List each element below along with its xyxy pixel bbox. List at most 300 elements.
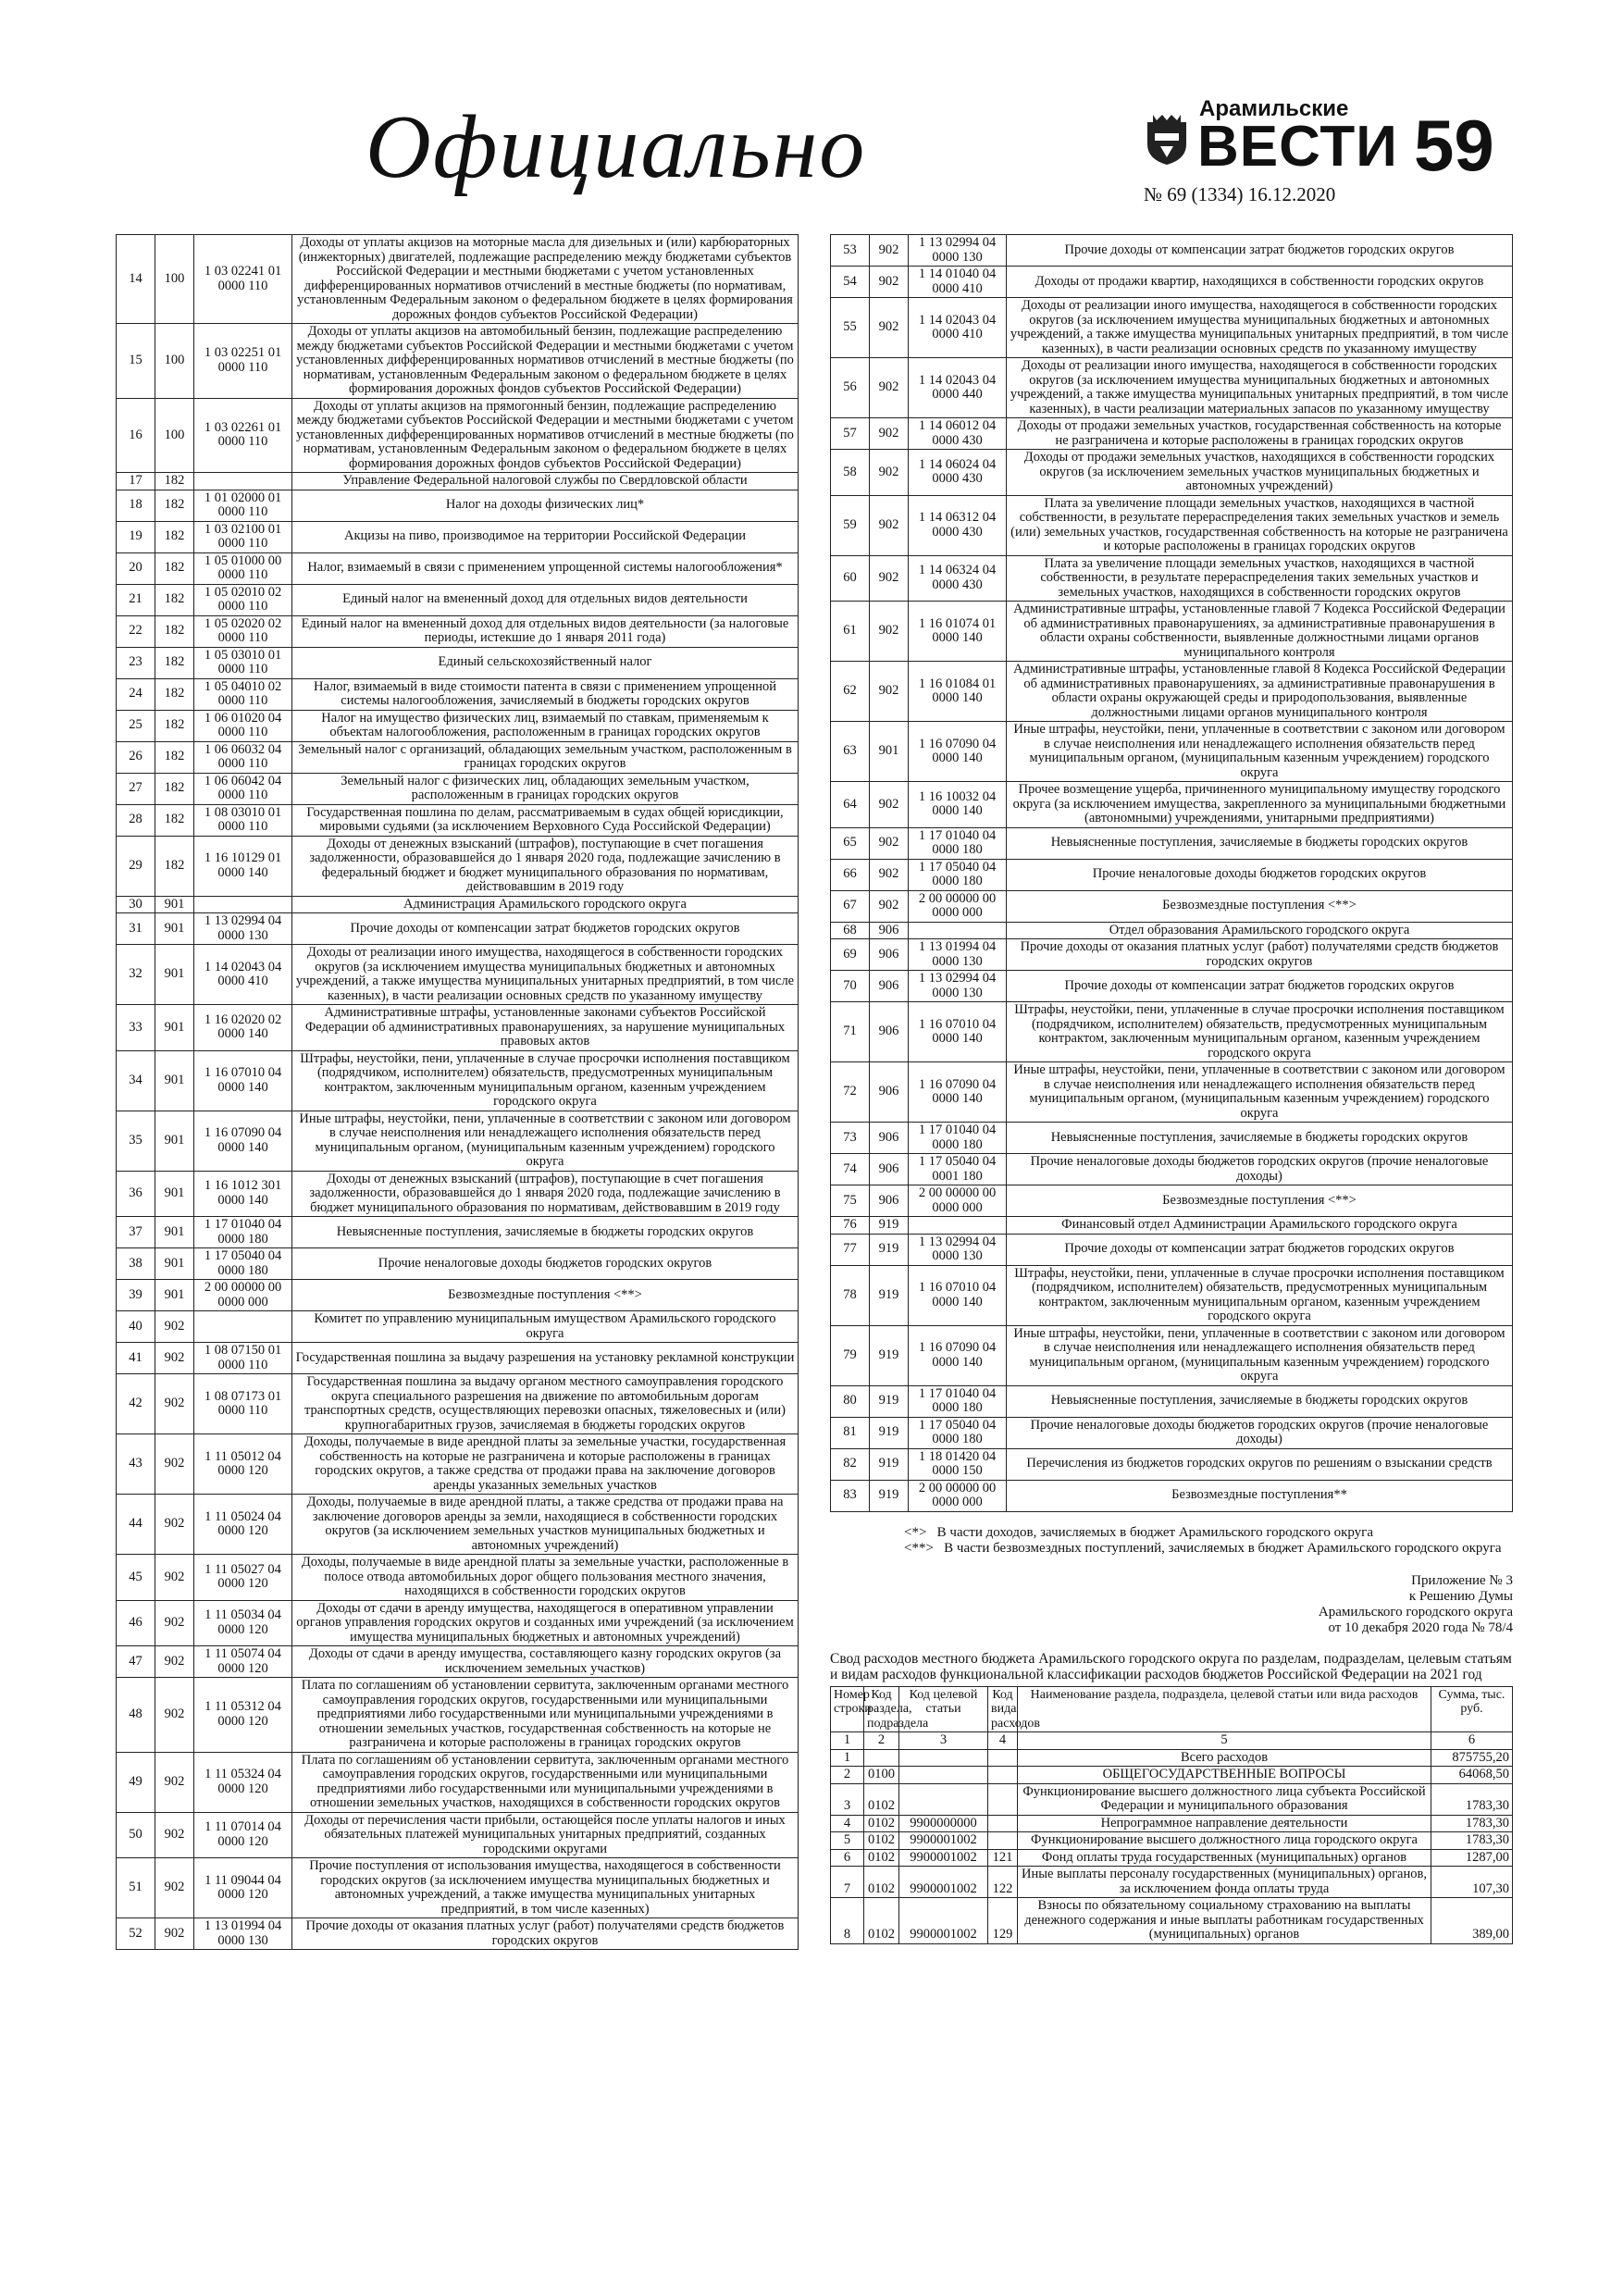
row-number: 22 [117,615,155,647]
revenue-description: Единый сельскохозяйственный налог [292,647,799,678]
row-number: 61 [831,602,870,662]
newspaper-logo [1144,93,1398,179]
row-number: 82 [831,1448,870,1480]
admin-code: 902 [155,1311,194,1343]
revenue-code: 1 17 05040 04 0001 180 [909,1154,1007,1185]
row-number: 62 [831,662,870,722]
row-number: 80 [831,1385,870,1417]
admin-code: 902 [155,1434,194,1495]
row-number: 31 [117,913,155,945]
budget-cell-sum: 64068,50 [1431,1767,1513,1784]
budget-cell-name: Иные выплаты персоналу государственных (муниципальных) органов, за исключением фонда оплаты труда [1018,1867,1431,1898]
admin-code: 902 [155,1555,194,1601]
row-number: 47 [117,1646,155,1678]
row-number: 55 [831,298,870,358]
revenue-code: 1 16 07010 04 0000 140 [194,1050,292,1111]
row-number: 43 [117,1434,155,1495]
table-row [117,490,799,521]
revenue-description: Комитет по управлению муниципальным имуществом Арамильского городского округа [292,1311,799,1343]
table-row [117,1812,799,1858]
admin-code: 902 [155,1600,194,1646]
admin-code: 902 [155,1812,194,1858]
budget-cell-sec: 0102 [864,1783,899,1815]
row-number: 59 [831,495,870,555]
revenue-code: 2 00 00000 00 0000 000 [194,1280,292,1311]
revenue-code: 1 16 07090 04 0000 140 [909,722,1007,782]
budget-header-row [831,1686,1513,1732]
revenue-code: 1 17 05040 04 0000 180 [909,1417,1007,1448]
revenue-description: Единый налог на вмененный доход для отдельных видов деятельности (за налоговые периоды, истекшие до 1 января 2011 года) [292,615,799,647]
budget-cell-sec: 0102 [864,1867,899,1898]
table-row [117,235,799,324]
row-number: 28 [117,804,155,836]
admin-code: 902 [870,602,909,662]
budget-cell-vid [988,1783,1018,1815]
row-number: 76 [831,1217,870,1235]
revenue-code: 1 11 05027 04 0000 120 [194,1555,292,1601]
row-number: 71 [831,1002,870,1062]
row-number: 58 [831,450,870,496]
table-row [831,1062,1513,1123]
table-row [831,890,1513,922]
row-number: 17 [117,473,155,490]
budget-cell-sec: 0102 [864,1849,899,1867]
revenue-code: 1 08 07173 01 0000 110 [194,1374,292,1434]
revenue-description: Прочие доходы от компенсации затрат бюджетов городских округов [1007,235,1513,267]
table-row [831,1002,1513,1062]
revenue-code [194,473,292,490]
table-row [117,1918,799,1950]
row-number: 60 [831,555,870,602]
revenue-code: 1 08 07150 01 0000 110 [194,1343,292,1374]
table-row [831,1783,1513,1815]
row-number: 57 [831,418,870,450]
revenue-code: 2 00 00000 00 0000 000 [909,890,1007,922]
budget-cell-sec: 0102 [864,1832,899,1850]
revenue-description: Штрафы, неустойки, пени, уплаченные в случае просрочки исполнения поставщиком (подрядчиком, исполнителем) обязательств, предусмотренных муниципальным контрактом, заключенным муниципальным органом, казенным учреждением городского округа [292,1050,799,1111]
row-number: 19 [117,521,155,552]
row-number: 66 [831,859,870,890]
header-cell: Сумма, тыс. руб. [1431,1686,1513,1732]
admin-code: 100 [155,398,194,473]
revenue-description: Налог, взимаемый в виде стоимости патента в связи с применением упрощенной системы налогообложения, зачисляемый в бюджеты городских округов [292,678,799,710]
table-row [117,945,799,1005]
revenue-code: 1 17 01040 04 0000 180 [909,1123,1007,1154]
row-number: 27 [117,773,155,804]
table-row [831,1417,1513,1448]
budget-cell-sum: 1783,30 [1431,1783,1513,1815]
page-number: 59 [1414,105,1494,186]
row-number: 45 [117,1555,155,1601]
row-number: 30 [117,896,155,913]
revenue-description: Налог на имущество физических лиц, взимаемый по ставкам, применяемым к объектам налогообложения, расположенным в границах городских округов [292,710,799,741]
table-row [117,678,799,710]
admin-code: 182 [155,678,194,710]
admin-code: 902 [155,1752,194,1812]
revenue-code: 1 11 05034 04 0000 120 [194,1600,292,1646]
budget-cell-tgt [899,1749,988,1767]
admin-code: 901 [155,1217,194,1248]
table-row [831,922,1513,939]
row-number: 67 [831,890,870,922]
revenue-description: Доходы от реализации иного имущества, находящегося в собственности городских округов (за исключением имущества муниципальных бюджетных и автономных учреждений, а также имущества муниципальных унитарных предприятий, в том числе казенных), в части реализации основных средств по указанному имуществу [292,945,799,1005]
revenue-description: Иные штрафы, неустойки, пени, уплаченные в соответствии с законом или договором в случае неисполнения или ненадлежащего исполнения обязательств перед муниципальным органом, (муниципальным казенным учреждением) городского округа [1007,1325,1513,1385]
row-number: 48 [117,1678,155,1753]
revenue-description: Прочие доходы от оказания платных услуг (работ) получателями средств бюджетов городских округов [1007,939,1513,971]
revenue-code: 1 08 03010 01 0000 110 [194,804,292,836]
table-row [117,836,799,896]
revenue-description: Отдел образования Арамильского городского округа [1007,922,1513,939]
right-column [830,234,1513,1944]
table-row [831,450,1513,496]
revenue-description: Перечисления из бюджетов городских округов по решениям о взыскании средств [1007,1448,1513,1480]
revenue-code: 1 16 07010 04 0000 140 [909,1265,1007,1325]
budget-cell-n: 3 [831,1783,864,1815]
budget-cell-name: Непрограммное направление деятельности [1018,1815,1431,1832]
budget-cell-sum: 875755,20 [1431,1749,1513,1767]
revenue-code: 1 06 06032 04 0000 110 [194,741,292,773]
revenue-code: 1 13 02994 04 0000 130 [909,1234,1007,1265]
revenue-description: Администрация Арамильского городского округа [292,896,799,913]
row-number: 16 [117,398,155,473]
row-number: 50 [117,1812,155,1858]
table-row [831,267,1513,298]
admin-code: 919 [870,1234,909,1265]
revenue-description: Административные штрафы, установленные главой 8 Кодекса Российской Федерации об административных правонарушениях, за административные правонарушения в области охраны окружающей среды и природопользования, выявленные должностными лицами органов муниципального контроля [1007,662,1513,722]
revenue-code: 1 11 05324 04 0000 120 [194,1752,292,1812]
revenue-code: 1 03 02241 01 0000 110 [194,235,292,324]
budget-cell-sec [864,1749,899,1767]
revenue-code: 1 16 07090 04 0000 140 [909,1062,1007,1123]
admin-code: 902 [155,1374,194,1434]
revenue-description: Прочие поступления от использования имущества, находящегося в собственности городских округов (за исключением имущества муниципальных бюджетных и автономных учреждений, а также имущества муниципальных унитарных предприятий, в том числе казенных) [292,1858,799,1918]
row-number: 21 [117,584,155,615]
revenue-description: Прочее возмещение ущерба, причиненного муниципальному имуществу городского округа (за исключением имущества, закрепленного за муниципальными бюджетными (автономными) учреждениями, унитарными предприятиями) [1007,782,1513,828]
revenue-code: 1 11 05012 04 0000 120 [194,1434,292,1495]
budget-cell-name: Функционирование высшего должностного лица субъекта Российской Федерации и муниципального образования [1018,1783,1431,1815]
revenue-code: 1 05 03010 01 0000 110 [194,647,292,678]
budget-cell-name: Взносы по обязательному социальному страхованию на выплаты денежного содержания и иные выплаты работникам государственных (муниципальных) органов [1018,1898,1431,1944]
revenue-code: 1 01 02000 01 0000 110 [194,490,292,521]
revenue-code: 1 16 01084 01 0000 140 [909,662,1007,722]
header-cell: Код раздела, подраздела [864,1686,899,1732]
row-number: 46 [117,1600,155,1646]
row-number: 33 [117,1005,155,1051]
revenue-description: Доходы от уплаты акцизов на прямогонный бензин, подлежащие распределению между бюджетами субъектов Российской Федерации и местными бюджетами с учетом установленных дифференцированных нормативов отчислений в местные бюджеты (по нормативам, установленным Федеральным законом о федеральном бюджете в целях формирования дорожных фондов субъектов Российской Федерации) [292,398,799,473]
table-row [117,473,799,490]
admin-code: 906 [870,1062,909,1123]
budget-cell-tgt: 9900001002 [899,1849,988,1867]
revenue-description: Плата за увеличение площади земельных участков, находящихся в частной собственности, в результате перераспределения таких земельных участков и земель (или) земельных участков, государственная собственность на которые не разграничена и которые расположены в границах городских округов [1007,495,1513,555]
table-row [117,1280,799,1311]
revenue-code: 1 16 02020 02 0000 140 [194,1005,292,1051]
revenue-description: Доходы от уплаты акцизов на автомобильный бензин, подлежащие распределению между бюджетами субъектов Российской Федерации и местными бюджетами с учетом установленных дифференцированных нормативов отчислений в местные бюджеты (по нормативам, установленным Федеральным законом о федеральном бюджете в целях формирования дорожных фондов субъектов Российской Федерации) [292,324,799,399]
table-row [117,773,799,804]
revenue-code: 1 14 06324 04 0000 430 [909,555,1007,602]
admin-code: 100 [155,235,194,324]
table-row [117,1858,799,1918]
admin-code: 902 [870,555,909,602]
table-row [117,1171,799,1217]
row-number: 38 [117,1248,155,1280]
admin-code: 182 [155,836,194,896]
section-title: Официально [365,97,867,197]
budget-cell-tgt [899,1783,988,1815]
admin-code: 902 [870,662,909,722]
table-row [831,1867,1513,1898]
admin-code: 902 [155,1858,194,1918]
admin-code: 902 [870,267,909,298]
table-row [117,398,799,473]
left-column [116,234,799,1950]
table-row [831,555,1513,602]
budget-cell-n: 8 [831,1898,864,1944]
budget-cell-sec: 0102 [864,1815,899,1832]
revenue-code: 1 16 07090 04 0000 140 [909,1325,1007,1385]
admin-code: 182 [155,490,194,521]
row-number: 49 [117,1752,155,1812]
row-number: 36 [117,1171,155,1217]
revenue-code: 2 00 00000 00 0000 000 [909,1185,1007,1217]
table-row [831,235,1513,267]
admin-code: 919 [870,1217,909,1235]
table-row [831,1234,1513,1265]
budget-cell-sec: 0102 [864,1898,899,1944]
admin-code: 906 [870,922,909,939]
footnote: <**> В части безвозмездных поступлений, зачисляемых в бюджет Арамильского городского округа [904,1540,1502,1556]
budget-cell-vid [988,1767,1018,1784]
revenue-description: Доходы от уплаты акцизов на моторные масла для дизельных и (или) карбюраторных (инжекторных) двигателей, подлежащие распределению между бюджетами субъектов Российской Федерации и местными бюджетами с учетом установленных дифференцированных нормативов отчислений в местные бюджеты (по нормативам, установленным Федеральным законом о федеральном бюджете в целях формирования дорожных фондов субъектов Российской Федерации) [292,235,799,324]
revenue-code: 1 03 02261 01 0000 110 [194,398,292,473]
budget-cell-tgt: 9900001002 [899,1867,988,1898]
revenue-code: 1 16 1012 301 0000 140 [194,1171,292,1217]
revenue-description: Доходы, получаемые в виде арендной платы за земельные участки, государственная собственность на которые не разграничена и которые расположены в границах городских округов, а также средства от продажи права на заключение договоров аренды указанных земельных участков [292,1434,799,1495]
revenue-description: Государственная пошлина за выдачу органом местного самоуправления городского округа специального разрешения на движение по автомобильным дорогам транспортных средств, осуществляющих перевозки опасных, тяжеловесных и (или) крупногабаритных грузов, зачисляемая в бюджеты городских округов [292,1374,799,1434]
table-row [831,418,1513,450]
revenue-code: 1 11 07014 04 0000 120 [194,1812,292,1858]
revenue-description: Доходы от сдачи в аренду имущества, составляющего казну городских округов (за исключением земельных участков) [292,1646,799,1678]
revenue-code: 1 14 01040 04 0000 410 [909,267,1007,298]
row-number: 40 [117,1311,155,1343]
revenue-code: 1 13 01994 04 0000 130 [194,1918,292,1950]
row-number: 20 [117,552,155,584]
revenue-description: Земельный налог с физических лиц, обладающих земельным участком, расположенным в границах городских округов [292,773,799,804]
revenue-description: Административные штрафы, установленные главой 7 Кодекса Российской Федерации об административных правонарушениях, за административные правонарушения в области охраны собственности, выявленные должностными лицами органов муниципального контроля [1007,602,1513,662]
revenue-code: 1 14 06024 04 0000 430 [909,450,1007,496]
admin-code: 182 [155,521,194,552]
budget-cell-name: ОБЩЕГОСУДАРСТВЕННЫЕ ВОПРОСЫ [1018,1767,1431,1784]
admin-code: 100 [155,324,194,399]
revenue-code: 1 13 02994 04 0000 130 [909,971,1007,1002]
row-number: 35 [117,1111,155,1171]
revenue-code: 1 18 01420 04 0000 150 [909,1448,1007,1480]
table-row [831,1849,1513,1867]
admin-code: 906 [870,1154,909,1185]
footnote: <*> В части доходов, зачисляемых в бюджет Арамильского городского округа [904,1524,1373,1540]
admin-code: 902 [870,827,909,859]
admin-code: 902 [870,298,909,358]
revenue-description: Доходы от денежных взысканий (штрафов), поступающие в счет погашения задолженности, образовавшейся до 1 января 2020 года, подлежащие зачислению в бюджет муниципального образования по нормативам, действовавшим в 2019 году [292,1171,799,1217]
row-number: 72 [831,1062,870,1123]
revenue-description: Безвозмездные поступления <**> [1007,890,1513,922]
admin-code: 906 [870,1002,909,1062]
table-row [117,584,799,615]
revenue-code: 1 17 01040 04 0000 180 [194,1217,292,1248]
revenue-table-right [830,234,1513,1512]
table-row [831,1448,1513,1480]
admin-code: 901 [155,913,194,945]
table-row [831,782,1513,828]
admin-code: 902 [870,782,909,828]
revenue-description: Иные штрафы, неустойки, пени, уплаченные в соответствии с законом или договором в случае неисполнения или ненадлежащего исполнения обязательств перед муниципальным органом, (муниципальным казенным учреждением) городского округа [1007,722,1513,782]
budget-cell-n: 1 [831,1749,864,1767]
row-number: 15 [117,324,155,399]
revenue-description: Прочие неналоговые доходы бюджетов городских округов (прочие неналоговые доходы) [1007,1154,1513,1185]
admin-code: 182 [155,773,194,804]
admin-code: 919 [870,1480,909,1511]
revenue-code: 1 11 05024 04 0000 120 [194,1495,292,1555]
revenue-code: 1 03 02100 01 0000 110 [194,521,292,552]
row-number: 74 [831,1154,870,1185]
budget-cell-tgt: 9900000000 [899,1815,988,1832]
admin-code: 182 [155,615,194,647]
revenue-description: Доходы от денежных взысканий (штрафов), поступающие в счет погашения задолженности, образовавшейся до 1 января 2020 года, подлежащие зачислению в федеральный бюджет и бюджет муниципального образования по нормативам, действовавшим в 2019 году [292,836,799,896]
admin-code: 182 [155,584,194,615]
footnotes [830,1525,1513,1557]
budget-cell-sum: 389,00 [1431,1898,1513,1944]
revenue-code [194,896,292,913]
row-number: 44 [117,1495,155,1555]
revenue-description: Прочие неналоговые доходы бюджетов городских округов [1007,859,1513,890]
revenue-description: Безвозмездные поступления** [1007,1480,1513,1511]
revenue-code: 1 14 06312 04 0000 430 [909,495,1007,555]
row-number: 53 [831,235,870,267]
table-row [831,971,1513,1002]
admin-code: 902 [870,235,909,267]
admin-code: 906 [870,939,909,971]
table-row [831,1385,1513,1417]
revenue-description: Налог на доходы физических лиц* [292,490,799,521]
table-row [117,1600,799,1646]
table-row [831,1480,1513,1511]
budget-cell-sum: 1783,30 [1431,1832,1513,1850]
row-number: 37 [117,1217,155,1248]
row-number: 14 [117,235,155,324]
row-number: 56 [831,358,870,418]
revenue-description: Невыясненные поступления, зачисляемые в бюджеты городских округов [1007,1123,1513,1154]
row-number: 52 [117,1918,155,1950]
table-row [117,1495,799,1555]
table-row [831,1767,1513,1784]
admin-code: 901 [155,1280,194,1311]
revenue-code: 1 11 05074 04 0000 120 [194,1646,292,1678]
budget-number-row: 1 2 3 4 5 6 [831,1732,1513,1750]
table-row [117,913,799,945]
admin-code: 902 [870,890,909,922]
row-number: 64 [831,782,870,828]
table-row [117,1050,799,1111]
admin-code: 919 [870,1265,909,1325]
revenue-description: Прочие доходы от компенсации затрат бюджетов городских округов [1007,971,1513,1002]
revenue-description: Плата по соглашениям об установлении сервитута, заключенным органами местного самоуправления городских округов, государственными или муниципальными предприятиями либо государственными или муниципальными учреждениями в отношении земельных участков, государственная собственность на которые не разграничена и которые расположены в границах городских округов [292,1678,799,1753]
header-cell: Наименование раздела, подраздела, целевой статьи или вида расходов [1018,1686,1431,1732]
row-number: 70 [831,971,870,1002]
admin-code: 901 [155,1005,194,1051]
table-row [117,1434,799,1495]
revenue-description: Административные штрафы, установленные законами субъектов Российской Федерации об административных правонарушениях, за нарушение муниципальных правовых актов [292,1005,799,1051]
appendix-header: Приложение № 3 к Решению Думы Арамильского городского округа от 10 декабря 2020 года № 78/4 [1318,1572,1513,1635]
revenue-code: 1 14 02043 04 0000 410 [909,298,1007,358]
table-row [831,1832,1513,1850]
row-number: 51 [117,1858,155,1918]
row-number: 83 [831,1480,870,1511]
table-row [117,324,799,399]
table-row [831,939,1513,971]
revenue-description: Земельный налог с организаций, обладающих земельным участком, расположенным в границах городских округов [292,741,799,773]
budget-cell-sec: 0100 [864,1767,899,1784]
revenue-description: Доходы от продажи земельных участков, государственная собственность на которые не разграничена и которые расположены в границах городских округов [1007,418,1513,450]
budget-cell-n: 7 [831,1867,864,1898]
revenue-code: 1 05 01000 00 0000 110 [194,552,292,584]
revenue-description: Доходы от продажи квартир, находящихся в собственности городских округов [1007,267,1513,298]
table-row [117,521,799,552]
revenue-description: Прочие доходы от компенсации затрат бюджетов городских округов [292,913,799,945]
revenue-description: Безвозмездные поступления <**> [292,1280,799,1311]
revenue-code: 2 00 00000 00 0000 000 [909,1480,1007,1511]
row-number: 26 [117,741,155,773]
budget-cell-tgt: 9900001002 [899,1832,988,1850]
revenue-description: Государственная пошлина по делам, рассматриваемым в судах общей юрисдикции, мировыми судьями (за исключением Верховного Суда Российской Федерации) [292,804,799,836]
row-number: 24 [117,678,155,710]
revenue-code [909,922,1007,939]
revenue-description: Прочие доходы от компенсации затрат бюджетов городских округов [1007,1234,1513,1265]
admin-code: 902 [870,859,909,890]
table-row [831,859,1513,890]
revenue-description: Штрафы, неустойки, пени, уплаченные в случае просрочки исполнения поставщиком (подрядчиком, исполнителем) обязательств, предусмотренных муниципальным контрактом, заключенным муниципальным органом, казенным учреждением городского округа [1007,1002,1513,1062]
table-row [831,1154,1513,1185]
budget-cell-vid [988,1832,1018,1850]
admin-code: 182 [155,552,194,584]
admin-code: 182 [155,473,194,490]
coat-of-arms-icon [1144,113,1190,167]
admin-code: 901 [155,1050,194,1111]
issue-info: № 69 (1334) 16.12.2020 [1144,183,1336,205]
table-row [117,552,799,584]
table-row [831,1217,1513,1235]
budget-cell-vid: 129 [988,1898,1018,1944]
row-number: 75 [831,1185,870,1217]
revenue-code [909,1217,1007,1235]
row-number: 81 [831,1417,870,1448]
revenue-code: 1 13 01994 04 0000 130 [909,939,1007,971]
budget-cell-n: 5 [831,1832,864,1850]
row-number: 73 [831,1123,870,1154]
revenue-code: 1 11 09044 04 0000 120 [194,1858,292,1918]
admin-code: 919 [870,1325,909,1385]
revenue-description: Иные штрафы, неустойки, пени, уплаченные в соответствии с законом или договором в случае неисполнения или ненадлежащего исполнения обязательств перед муниципальным органом, (муниципальным казенным учреждением) городского округа [292,1111,799,1171]
revenue-code: 1 16 10032 04 0000 140 [909,782,1007,828]
table-row [831,662,1513,722]
row-number: 18 [117,490,155,521]
admin-code: 182 [155,741,194,773]
revenue-code: 1 16 07010 04 0000 140 [909,1002,1007,1062]
row-number: 41 [117,1343,155,1374]
revenue-code: 1 14 06012 04 0000 430 [909,418,1007,450]
table-row [831,722,1513,782]
admin-code: 902 [155,1495,194,1555]
table-row [117,1311,799,1343]
table-row [831,1898,1513,1944]
